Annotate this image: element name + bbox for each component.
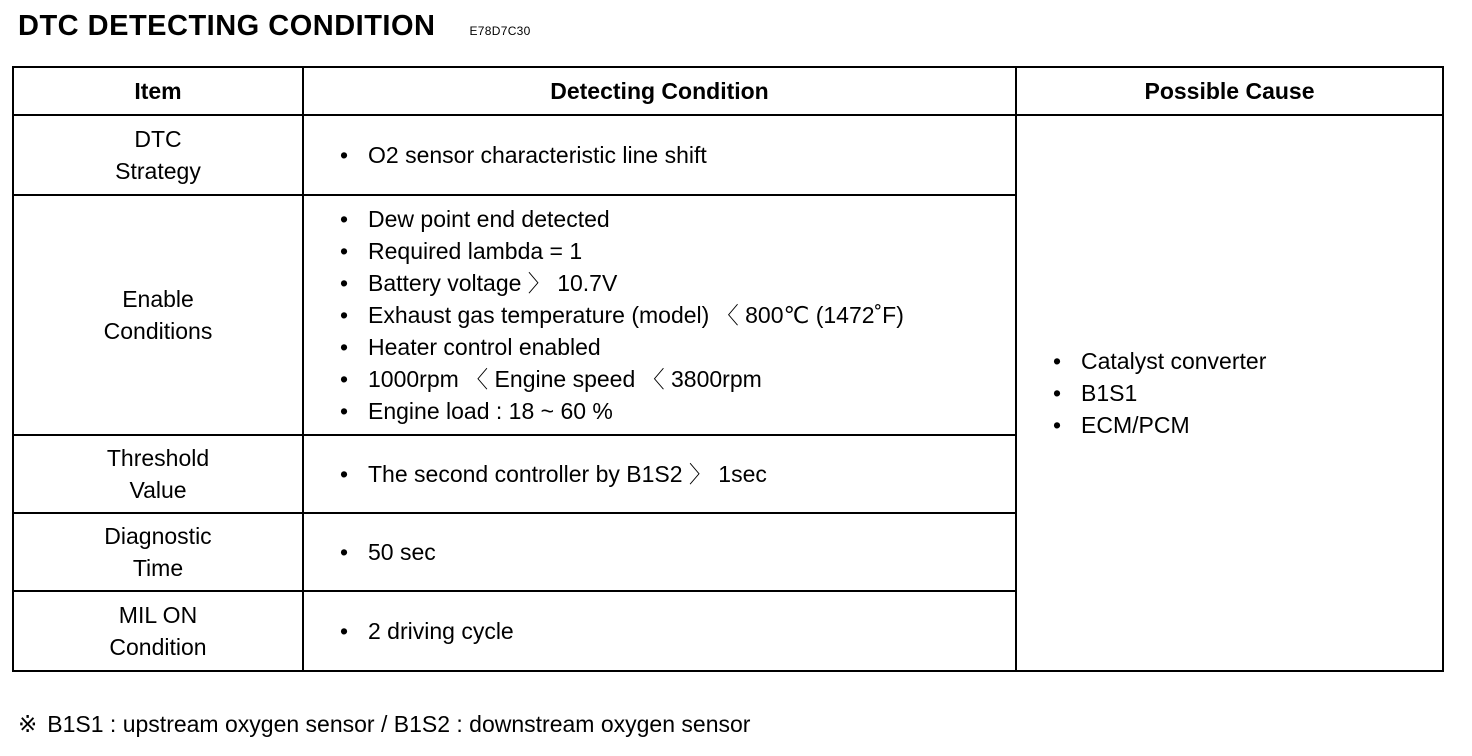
- condition-item: • Dew point end detected: [340, 203, 1015, 235]
- item-label-line: MIL ON: [118, 602, 198, 628]
- condition-cell-mil-on-condition: [303, 591, 1016, 671]
- dtc-condition-table: [12, 66, 1444, 672]
- column-header-item: Item: [13, 67, 303, 115]
- item-cell-diagnostic-time: [13, 513, 303, 591]
- condition-item: • Engine load : 18 ~ 60 %: [340, 395, 1015, 427]
- condition-item: • Battery voltage 〉 10.7V: [340, 267, 1015, 299]
- item-label-line: Diagnostic: [104, 523, 212, 549]
- footnote-text: B1S1 : upstream oxygen sensor / B1S2 : downstream oxygen sensor: [47, 711, 751, 737]
- item-label-line: Enable: [122, 286, 194, 312]
- cause-item: • Catalyst converter: [1053, 345, 1442, 377]
- condition-item: • 2 driving cycle: [340, 615, 1015, 647]
- column-header-cause: Possible Cause: [1016, 67, 1443, 115]
- condition-item: • Heater control enabled: [340, 331, 1015, 363]
- item-label-line: Value: [129, 477, 187, 503]
- item-cell-dtc-strategy: [13, 115, 303, 195]
- condition-item: • Exhaust gas temperature (model) 〈 800℃ (1472˚F): [340, 299, 1015, 331]
- condition-item: • O2 sensor characteristic line shift: [340, 139, 1015, 171]
- page-title: DTC DETECTING CONDITION: [18, 10, 436, 42]
- condition-cell-dtc-strategy: [303, 115, 1016, 195]
- item-label-line: Conditions: [103, 318, 213, 344]
- cause-item: • ECM/PCM: [1053, 409, 1442, 441]
- item-label-line: Threshold: [106, 445, 210, 471]
- title-row: [18, 4, 531, 44]
- footnote: [18, 708, 750, 740]
- condition-cell-threshold-value: [303, 435, 1016, 513]
- cause-item: • B1S1: [1053, 377, 1442, 409]
- column-header-condition: Detecting Condition: [303, 67, 1016, 115]
- item-label-line: Condition: [109, 634, 207, 660]
- item-cell-threshold-value: [13, 435, 303, 513]
- reference-mark-icon: ※: [18, 711, 38, 737]
- condition-item: • The second controller by B1S2 〉 1sec: [340, 458, 1015, 490]
- item-label-line: DTC: [134, 126, 182, 152]
- table-row: [13, 115, 1443, 195]
- condition-item: • 50 sec: [340, 536, 1015, 568]
- item-label-line: Strategy: [115, 158, 201, 184]
- condition-cell-diagnostic-time: [303, 513, 1016, 591]
- item-cell-mil-on-condition: [13, 591, 303, 671]
- possible-cause-cell: [1016, 115, 1443, 671]
- item-cell-enable-conditions: [13, 195, 303, 435]
- item-label-line: Time: [132, 555, 184, 581]
- table-header-row: [13, 67, 1443, 115]
- document-code: E78D7C30: [469, 24, 531, 38]
- condition-item: • 1000rpm 〈 Engine speed 〈 3800rpm: [340, 363, 1015, 395]
- condition-cell-enable-conditions: [303, 195, 1016, 435]
- condition-item: • Required lambda = 1: [340, 235, 1015, 267]
